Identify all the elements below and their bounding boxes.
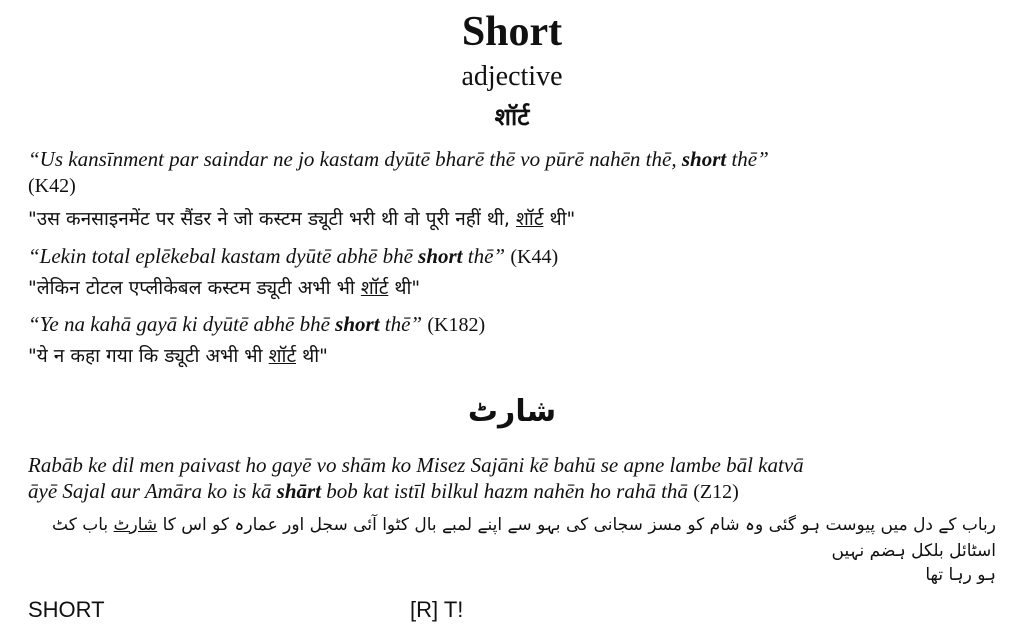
translit-keyword: shārt: [276, 479, 322, 503]
hindi-example-1-translit: [28, 146, 996, 198]
translit-keyword: short: [681, 147, 727, 171]
urdu-example-translit: [28, 452, 996, 504]
phonetic-transcription: [R] T!: [410, 597, 464, 622]
hindi-example-2-translit: [28, 243, 996, 269]
translit-text: “Us kansīnment par saindar ne jo kastam dyūtē bharē thē vo pūrē nahēn thē,: [28, 147, 682, 171]
translit-text: “Lekin total eplēkebal kastam dyūtē abhē bhē: [28, 244, 419, 268]
translit-keyword: short: [418, 244, 463, 268]
example-ref: (K42): [28, 175, 76, 197]
hindi-headword: शॉर्ट: [494, 103, 530, 131]
translit-text: Rabāb ke dil men paivast ho gayē vo shām ko Misez Sajāni kē bahū se apne lambe bāl katvā: [28, 453, 804, 477]
part-of-speech: adjective: [461, 61, 563, 92]
translit-text: thē”: [726, 147, 769, 171]
headword: Short: [461, 9, 563, 55]
hindi-example-3-devanagari: [28, 343, 996, 369]
urdu-keyword: شارٹ: [113, 515, 158, 535]
devanagari-keyword: शॉर्ट: [360, 277, 389, 299]
devanagari-text: "लेकिन टोटल एप्लीकेबल कस्टम ड्यूटी अभी भी: [28, 277, 361, 299]
devanagari-text: थी": [296, 345, 328, 367]
urdu-text: باب کٹ اسٹائل بلکل ہضم نہیں: [52, 515, 996, 561]
phonetic-word: SHORT: [28, 597, 105, 622]
devanagari-text: थी": [388, 277, 421, 299]
devanagari-keyword: शॉर्ट: [268, 345, 297, 367]
devanagari-keyword: शॉर्ट: [515, 208, 544, 230]
urdu-headword: شارٹ: [467, 394, 557, 429]
devanagari-text: "ये न कहा गया कि ड्यूटी अभी भी: [28, 345, 269, 367]
translit-keyword: short: [335, 312, 380, 336]
hindi-example-2-devanagari: [28, 275, 996, 301]
hindi-example-3-translit: [28, 311, 996, 337]
example-ref: (K182): [427, 314, 486, 336]
translit-text: “Ye na kahā gayā ki dyūtē abhē bhē: [28, 312, 336, 336]
urdu-example-line-1: [28, 512, 996, 564]
translit-text: thē”: [379, 312, 423, 336]
translit-text: bob kat istīl bilkul hazm nahēn ho rahā thā: [321, 479, 688, 503]
urdu-text: رباب کے دل میں پیوست ہو گئی وہ شام کو مسز سجانی کی بہو سے اپنے لمبے بال کٹوا آئی سجل اور عمارہ کو اس کا: [157, 515, 996, 535]
devanagari-text: "उस कनसाइनमेंट पर सैंडर ने जो कस्टम ड्यूटी भरी थी वो पूरी नहीं थी,: [28, 208, 516, 230]
example-ref: (K44): [510, 246, 559, 268]
urdu-example-line-2: ہو رہا تھا: [925, 565, 996, 585]
hindi-example-1-devanagari: [28, 206, 996, 232]
translit-text: thē”: [462, 244, 506, 268]
example-ref: (Z12): [693, 481, 739, 503]
translit-text: āyē Sajal aur Amāra ko is kā: [28, 479, 277, 503]
devanagari-text: थी": [543, 208, 576, 230]
